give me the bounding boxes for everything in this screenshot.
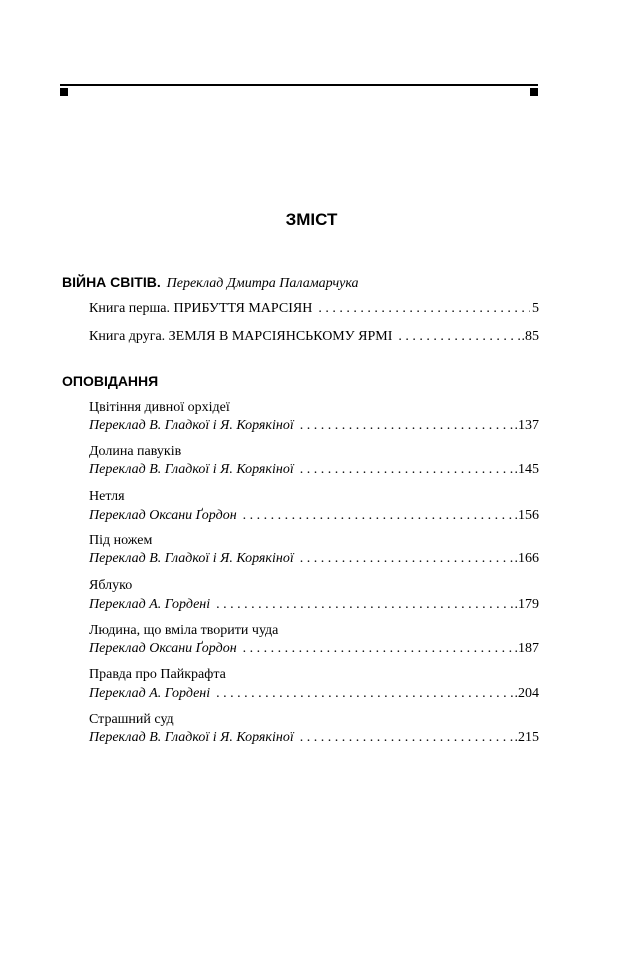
page-number: 5 [532,301,539,316]
dot-leader [300,729,513,747]
toc-entry-story[interactable] [89,550,539,568]
dot-leader [243,507,513,525]
entry-translator: Переклад В. Гладкої і Я. Корякіної [89,730,294,745]
entry-translator: Переклад В. Гладкої і Я. Корякіної [89,462,294,477]
toc-entry-story[interactable] [89,461,539,479]
page-number: .187 [514,641,539,656]
entry-translator: Переклад А. Гордені [89,597,211,612]
toc-entry-story[interactable] [89,596,539,614]
toc-entry-story[interactable] [89,640,539,658]
header-rule [60,84,538,86]
story-title: Під ножем [89,533,153,548]
entry-translator: Переклад Оксани Ґордон [89,508,237,523]
story-title: Долина павуків [89,444,182,459]
page-number: .215 [514,730,539,745]
page-title: ЗМІСТ [285,210,338,229]
entry-label: Книга перша. ПРИБУТТЯ МАРСІЯН [89,301,313,316]
toc-entry-book-2[interactable] [89,328,539,346]
page-number: .166 [514,551,539,566]
story-title: Нетля [89,489,125,504]
entry-translator: Переклад В. Гладкої і Я. Корякіної [89,551,294,566]
section-war-of-worlds [62,274,359,292]
dot-leader [216,596,512,614]
dot-leader [318,300,530,318]
dot-leader [243,640,513,658]
page-number: .137 [514,418,539,433]
entry-translator: Переклад А. Гордені [89,686,211,701]
page-number: .179 [514,597,539,612]
corner-mark-left [60,88,68,96]
page-number: .145 [514,462,539,477]
toc-entry-story[interactable] [89,685,539,703]
section-stories [62,373,158,389]
dot-leader [300,417,513,435]
toc-entry-book-1[interactable] [89,300,539,318]
story-title: Страшний суд [89,712,174,727]
corner-mark-right [530,88,538,96]
entry-translator: Переклад В. Гладкої і Я. Корякіної [89,418,294,433]
toc-entry-story[interactable] [89,417,539,435]
section-translator: Переклад Дмитра Паламарчука [166,276,359,291]
section-title: ВІЙНА СВІТІВ. [62,274,161,290]
dot-leader [300,550,513,568]
story-title: Правда про Пайкрафта [89,667,226,682]
dot-leader [398,328,519,346]
page-number: .85 [521,329,539,344]
section-title: ОПОВІДАННЯ [62,373,159,389]
story-title: Цвітіння дивної орхідеї [89,400,230,415]
dot-leader [300,461,513,479]
toc-entry-story[interactable] [89,729,539,747]
story-title: Людина, що вміла творити чуда [89,623,279,638]
story-title: Яблуко [89,578,133,593]
page-number: .156 [514,508,539,523]
toc-entry-story[interactable] [89,507,539,525]
entry-label: Книга друга. ЗЕМЛЯ В МАРСІЯНСЬКОМУ ЯРМІ [89,329,393,344]
entry-translator: Переклад Оксани Ґордон [89,641,237,656]
dot-leader [216,685,512,703]
page-number: .204 [514,686,539,701]
